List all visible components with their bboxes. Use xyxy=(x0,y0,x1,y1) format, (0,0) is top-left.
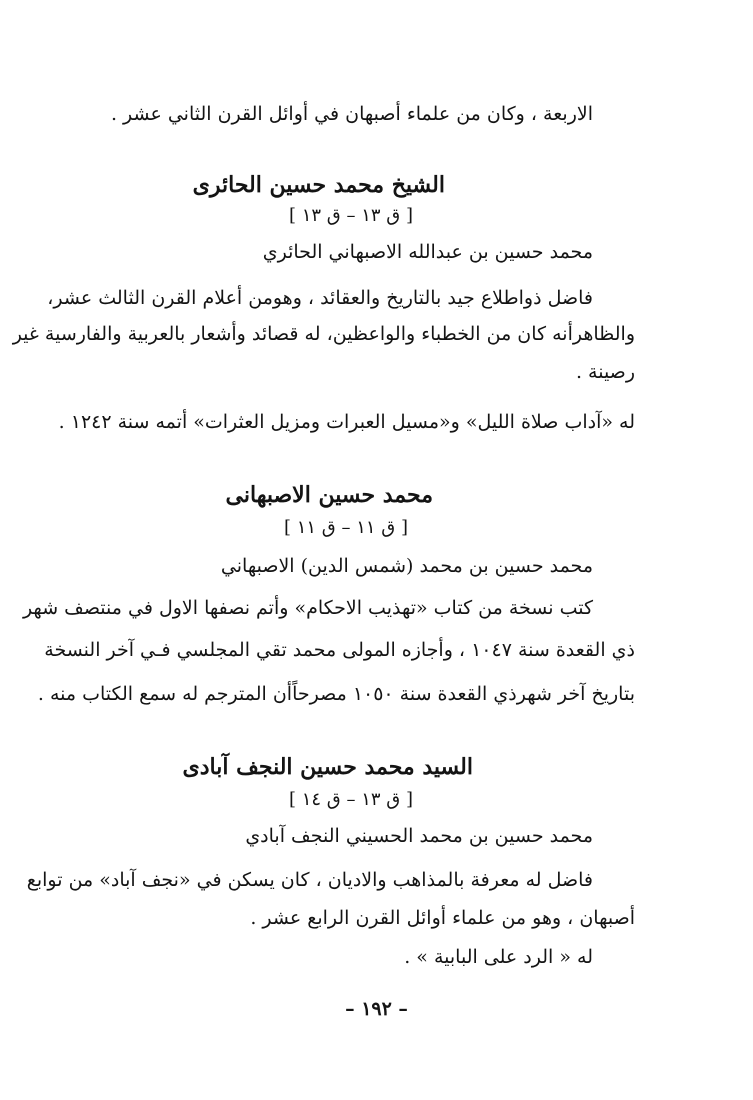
entry-dates: [ ق ١١ – ق ١١ ] xyxy=(283,517,408,538)
entry-dates: [ ق ١٣ – ق ١٤ ] xyxy=(288,789,413,810)
entry-full-name: محمد حسين بن محمد الحسيني النجف آبادي xyxy=(245,825,593,847)
entry-heading: السيد محمد حسين النجف آبادى xyxy=(182,754,473,780)
entry-text-line: بتاريخ آخر شهرذي القعدة سنة ١٠٥٠ مصرحاًأن المترجم له سمع الكتاب منه . xyxy=(37,683,635,705)
entry-heading: محمد حسين الاصبهانى xyxy=(225,482,433,508)
entry-text-line: كتب نسخة من كتاب «تهذيب الاحكام» وأتم نصفها الاول في منتصف شهر xyxy=(22,597,593,619)
entry-text-line: رصينة . xyxy=(575,361,635,383)
page-number: – ١٩٢ – xyxy=(345,998,408,1020)
entry-text-line: فاضل له معرفة بالمذاهب والاديان ، كان يسكن في «نجف آباد» من توابع xyxy=(26,869,593,891)
entry-full-name: محمد حسين بن محمد (شمس الدين) الاصبهاني xyxy=(220,555,593,577)
intro-line: الاربعة ، وكان من علماء أصبهان في أوائل القرن الثاني عشر . xyxy=(110,103,593,125)
entry-text-line: فاضل ذواطلاع جيد بالتاريخ والعقائد ، وهومن أعلام القرن الثالث عشر، xyxy=(47,287,593,309)
entry-text-line: أصبهان ، وهو من علماء أوائل القرن الرابع عشر . xyxy=(250,907,635,929)
entry-full-name: محمد حسين بن عبدالله الاصبهاني الحائري xyxy=(262,241,593,263)
entry-text-line: والظاهرأنه كان من الخطباء والواعظين، له قصائد وأشعار بالعربية والفارسية غير xyxy=(12,323,635,345)
entry-text-line: ذي القعدة سنة ١٠٤٧ ، وأجازه المولى محمد تقي المجلسي فـي آخر النسخة xyxy=(44,639,635,661)
entry-heading: الشيخ محمد حسين الحائرى xyxy=(192,172,445,198)
entry-works: له «آداب صلاة الليل» و«مسيل العبرات ومزيل العثرات» أتمه سنة ١٢٤٢ . xyxy=(58,411,635,433)
entry-dates: [ ق ١٣ – ق ١٣ ] xyxy=(288,205,413,226)
entry-works: له « الرد على البابية » . xyxy=(404,946,593,968)
